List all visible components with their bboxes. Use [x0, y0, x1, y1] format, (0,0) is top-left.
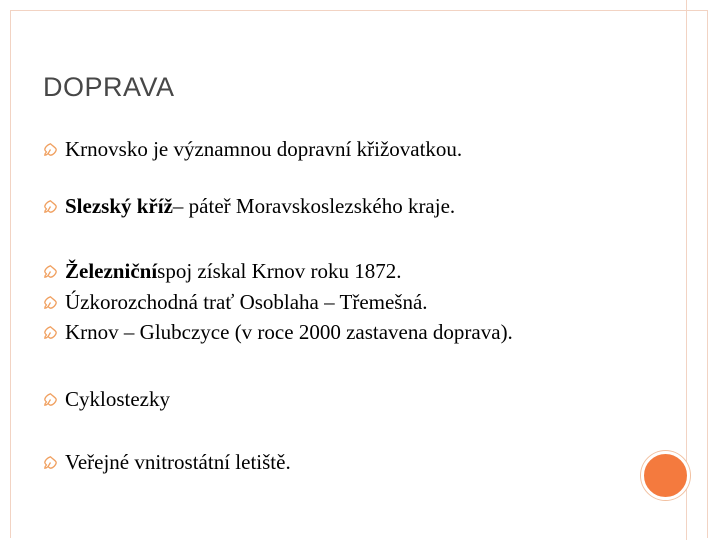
bullet-item — [44, 322, 513, 343]
fleuron-bullet-icon — [44, 143, 57, 156]
bullet-item — [44, 196, 455, 217]
bullet-text: Úzkorozchodná trať Osoblaha – Třemešná. — [65, 290, 428, 314]
bullet-text: spoj získal Krnov roku 1872. — [157, 259, 402, 283]
fleuron-bullet-icon — [44, 456, 57, 469]
fleuron-bullet-icon — [44, 200, 57, 213]
bullet-item — [44, 389, 170, 410]
bullet-text: Krnovsko je významnou dopravní křižovatkou. — [65, 137, 463, 161]
frame-vertical-line — [686, 0, 687, 540]
bullet-text: Veřejné vnitrostátní letiště. — [65, 450, 291, 474]
bullet-item — [44, 292, 428, 313]
bullet-text: Krnov – Glubczyce (v roce 2000 zastavena doprava). — [65, 320, 513, 344]
fleuron-bullet-icon — [44, 265, 57, 278]
bullet-item — [44, 452, 291, 473]
bullet-text: Cyklostezky — [65, 387, 170, 411]
bullet-item — [44, 261, 402, 282]
bullet-bold-text: Slezský kříž — [65, 194, 173, 218]
fleuron-bullet-icon — [44, 296, 57, 309]
decorative-circle — [641, 451, 690, 500]
bullet-item — [44, 139, 462, 160]
slide-title: DOPRAVA — [43, 72, 175, 102]
fleuron-bullet-icon — [44, 393, 57, 406]
fleuron-bullet-icon — [44, 326, 57, 339]
bullet-text: – páteř Moravskoslezského kraje. — [172, 194, 456, 218]
bullet-bold-text: Železniční — [65, 259, 158, 283]
